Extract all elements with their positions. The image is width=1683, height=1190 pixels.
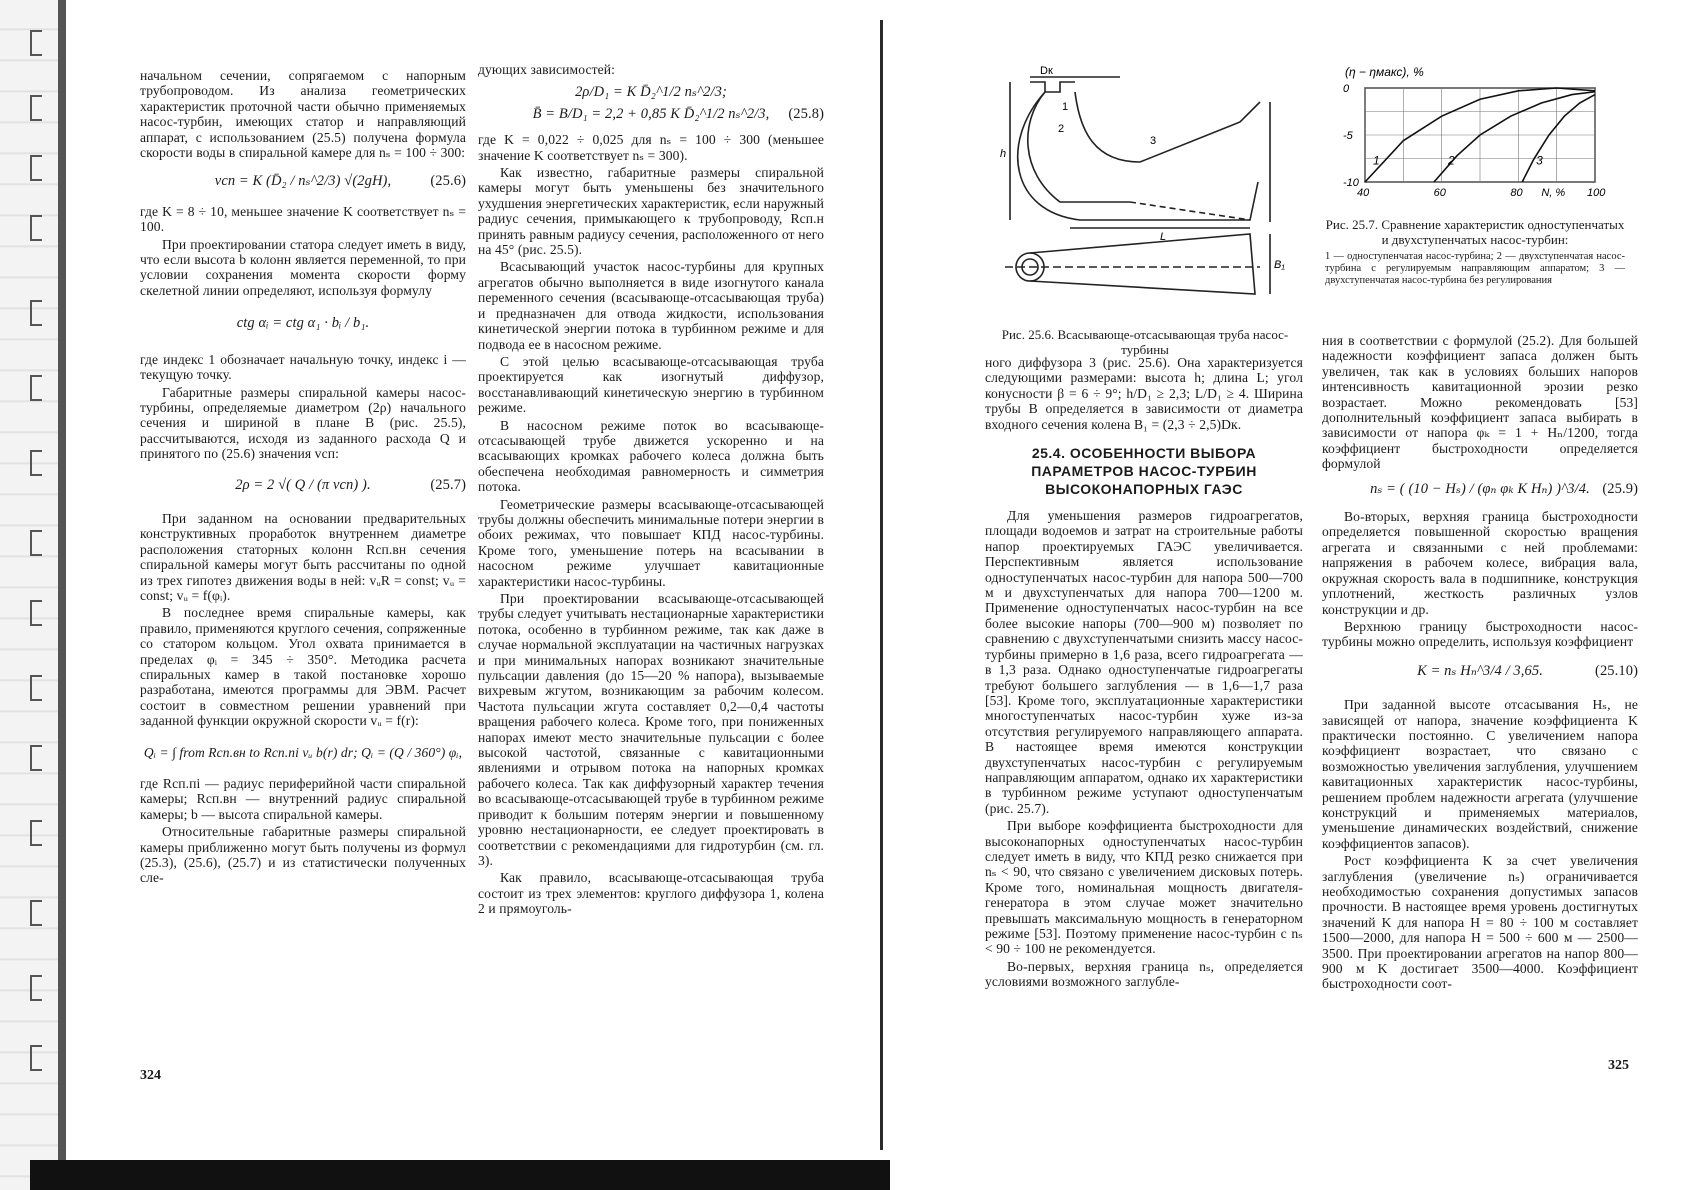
binding-mark bbox=[30, 820, 42, 846]
label-L: L bbox=[1160, 231, 1167, 243]
x-tick-label: 100 bbox=[1587, 187, 1606, 199]
runner-outline bbox=[1030, 82, 1075, 92]
book-binding-edge bbox=[0, 0, 64, 1190]
figure-25-7-legend: 1 — одноступенчатая насос-турбина; 2 — двухступенчатая насос-турбина с регулируемым направляющим аппаратом; 3 — двухступенчатая насос-турбина без регулирования bbox=[1325, 251, 1625, 286]
formula-text: nₛ = ( (10 − Hₛ) / (φₙ φₖ K Hₙ) )^3/4. bbox=[1370, 480, 1590, 497]
formula-number: (25.10) bbox=[1595, 662, 1638, 679]
binding-mark bbox=[30, 900, 42, 926]
y-tick-label: -5 bbox=[1343, 130, 1353, 142]
paragraph: При заданном на основании предварительных конструктивных проработок внутреннем диаметре расположения статорных колонн Rсп.вн сечения спиральной камеры могут быть рассчитаны по одной из трех гипотез движения воды в ней: vᵤR = const; vᵤ = const; vᵤ = f(φᵢ). bbox=[140, 510, 466, 603]
page-bottom-shadow bbox=[30, 1160, 890, 1190]
paragraph: В последнее время спиральные камеры, как правило, применяются круглого сечения, сопряженные со статором кольцом. Угол охвата принимается в пределах φᵢ = 345 ÷ 350°. Методика расчета спиральных камер в такой постановке хорошо разработана, имеются программы для ЭВМ. Расчет состоит в совместном решении уравнений при заданной функции окружной скорости vᵤ = f(r): bbox=[140, 605, 466, 729]
x-tick-label: 80 bbox=[1510, 187, 1523, 199]
formula-25-9 bbox=[1322, 482, 1638, 497]
y-tick-label: -10 bbox=[1343, 177, 1359, 189]
formula-ctg bbox=[140, 316, 466, 331]
binding-mark bbox=[30, 975, 42, 1001]
formula-text: Qᵢ = ∫ from Rсп.вн to Rсп.пi vᵤ b(r) dr; Qᵢ = (Q / 360°) φᵢ, bbox=[143, 744, 463, 760]
page-number-left: 324 bbox=[140, 1068, 161, 1083]
paragraph: При заданной высоте отсасывания Hₛ, не зависящей от напора, значение коэффициента K практически постоянно. С увеличением напора коэффициент возрастает, что связано с возможностью увеличения заглубления, улучшением кавитационных характеристик насос-турбины, решением проблем надежности агрегата (улучшение конструкций и применяемых материалов, уменьшение динамических воздействий, снижение коэффициентов запасов). bbox=[1322, 697, 1638, 851]
draft-tube-drawing bbox=[1000, 62, 1290, 302]
binding-mark bbox=[30, 600, 42, 626]
paragraph: Как известно, габаритные размеры спиральной камеры могут быть уменьшены без значительного ухудшения энергетических характеристик, если наружный радиус сечения, примыкающего к трубопроводу, Rсп.н принять равным радиусу сечения, расположенного от него на 45° (рис. 25.5). bbox=[478, 165, 824, 258]
paragraph: Во-вторых, верхняя граница быстроходности определяется повышенной скоростью вращения агрегата и связанными с ней проблемами: напряжения в рабочем колесе, вибрация вала, окружная скорость вала в подшипнике, конструкция уплотнений, жесткость различных узлов конструкции и др. bbox=[1322, 509, 1638, 617]
paragraph: начальном сечении, сопрягаемом с напорным трубопроводом. Из анализа геометрических характеристик проточной части обычно применяемых насос-турбин, имеющих статор и направляющий аппарат, с использованием (25.5) получена формула скорости воды в спиральной камере для nₛ = 100 ÷ 300: bbox=[140, 68, 466, 161]
formula-2rho bbox=[478, 85, 824, 100]
binding-mark bbox=[30, 300, 42, 326]
paragraph: Всасывающий участок насос-турбины для крупных агрегатов обычно выполняется в виде изогнутого канала переменного сечения (всасывающе-отсасывающая труба) и предназначен для отвода жидкости, использования кинетической энергии потока в турбинном режиме и для подвода ее в насосном режиме. bbox=[478, 259, 824, 352]
paragraph: Рост коэффициента K за счет увеличения заглубления (увеличение nₛ) ограничивается необходимостью сохранения допустимых запасов прочности. В настоящее время уровень достигнутых значений K для напора H = 80 ÷ 100 м составляет 1500—2000, для напора H = 500 ÷ 600 м — 2500—3500. При проектировании агрегатов на напор 800—900 м K достигает 3500—4000. Коэффициент быстроходности соот- bbox=[1322, 853, 1638, 992]
binding-mark bbox=[30, 375, 42, 401]
formula-text: 2ρ/D₁ = K D̄₂^1/2 nₛ^2/3; bbox=[575, 84, 727, 101]
series-line-2 bbox=[1434, 92, 1595, 182]
paragraph: Относительные габаритные размеры спиральной камеры приближенно могут быть получены из формул (25.3), (25.6), (25.7) и из статистически полученных сле- bbox=[140, 824, 466, 886]
x-tick-label: 60 bbox=[1433, 187, 1446, 199]
y-tick-label: 0 bbox=[1343, 83, 1350, 95]
diffuser-lower-outline bbox=[1018, 92, 1258, 220]
left-page-column-2 bbox=[478, 62, 824, 919]
paragraph: Геометрические размеры всасывающе-отсасывающей трубы должны обеспечить минимальные потери энергии в обоих режимах, что повышает КПД насос-турбины. Кроме того, уменьшение потерь на всасывании в насосном режиме улучшает кавитационные характеристики насос-турбины. bbox=[478, 496, 824, 589]
formula-25-6 bbox=[140, 174, 466, 189]
paragraph: ного диффузора 3 (рис. 25.6). Она характеризуется следующими размерами: высота h; длина L; угол конусности β = 6 ÷ 9°; h/D₁ ≥ 2,3; L/D₁ ≥ 4. Ширина трубы B определяется в зависимости от диаметра входного сечения колена B₁ = (2,3 ÷ 2,5)Dк. bbox=[985, 355, 1303, 432]
x-tick-label: 40 bbox=[1357, 187, 1370, 199]
figure-25-7-caption: Рис. 25.7. Сравнение характеристик одноступенчатых и двухступенчатых насос-турбин: bbox=[1325, 217, 1625, 247]
formula-text: B̄ = B/D₁ = 2,2 + 0,85 K D̄₂^1/2 nₛ^2/3, bbox=[532, 105, 770, 122]
formula-Q bbox=[140, 745, 466, 760]
formula-text: K = nₛ Hₙ^3/4 / 3,65. bbox=[1417, 662, 1543, 679]
paragraph: ния в соответствии с формулой (25.2). Для большей надежности коэффициент запаса должен быть увеличен, так как в условиях больших напоров интенсивность кавитационной эрозии резко возрастает. Можно рекомендовать [53] дополнительный коэффициент запаса выбирать в зависимости от напора φₖ = 1 + Hₙ/1200, тогда коэффициент быстроходности определяется формулой bbox=[1322, 333, 1638, 472]
binding-mark bbox=[30, 675, 42, 701]
formula-number: (25.8) bbox=[788, 105, 824, 122]
label-1: 1 bbox=[1062, 101, 1069, 113]
series-label-2: 2 bbox=[1448, 153, 1455, 168]
label-h: h bbox=[1000, 148, 1007, 160]
left-page-column-1 bbox=[140, 68, 466, 888]
figure-25-6-caption: Рис. 25.6. Всасывающе-отсасывающая труба насос-турбины bbox=[1001, 327, 1289, 357]
paragraph: С этой целью всасывающе-отсасывающая труба проектируется как изогнутый диффузор, восстанавливающий кинетическую энергию в турбинном режиме. bbox=[478, 353, 824, 416]
plan-outline bbox=[1030, 234, 1255, 294]
paragraph: где K = 0,022 ÷ 0,025 для nₛ = 100 ÷ 300 (меньшее значение K соответствует nₛ = 300). bbox=[478, 132, 824, 163]
figure-25-6 bbox=[1000, 62, 1305, 362]
formula-text: ctg αᵢ = ctg α₁ · bᵢ / b₁. bbox=[236, 315, 370, 332]
label-2: 2 bbox=[1058, 123, 1065, 135]
binding-mark bbox=[30, 155, 42, 181]
label-Dk: Dк bbox=[1040, 65, 1053, 77]
paragraph: При проектировании всасывающе-отсасывающей трубы следует учитывать нестационарные характеристики потока, особенно в турбинном режиме, так как даже в случае нормальной эксплуатации на частичных нагрузках и при минимальных напорах возникают значительные пульсации давления (до 15—20 % напора), вызываемые вихревым жгутом, возникающим за рабочим колесом. Частота пульсации жгута составляет 0,2—0,4 частоты вращения рабочего колеса. Кроме того, при пониженных напорах имеют место значительные пульсации с более высокой частотой, связанные с кавитационными явлениями и отрывом потока на напорных кромках рабочего колеса. Так как диффузорный характер течения во всасывающе-отсасывающей трубе в турбинном режиме приводит к большим потерям энергии и повышенному уровню нестационарности, ее следует проектировать в соответствии с рекомендациями для гидротурбин (см. гл. 3). bbox=[478, 591, 824, 868]
page-number-right: 325 bbox=[1608, 1058, 1629, 1073]
series-label-1: 1 bbox=[1373, 153, 1380, 168]
x-axis-label: N, % bbox=[1541, 187, 1566, 199]
formula-number: (25.9) bbox=[1602, 480, 1638, 497]
formula-25-10 bbox=[1322, 664, 1638, 679]
paragraph: В насосном режиме поток во всасывающе-отсасывающей трубе движется ускоренно и на всасывающих кромках рабочего колеса должна быть обеспечена необходимая равномерность и симметрия потока. bbox=[478, 417, 824, 495]
label-3: 3 bbox=[1150, 135, 1157, 147]
paragraph: где K = 8 ÷ 10, меньшее значение K соответствует nₛ = 100. bbox=[140, 203, 466, 235]
paragraph: Для уменьшения размеров гидроагрегатов, площади водоемов и затрат на строительные работы напор проектируемых ГАЭС увеличивается. Перспективным является использование одноступенчатых насос-турбин для напора 500—700 м и двухступенчатых для напора 700—1200 м. Применение одноступенчатых насос-турбин на все более высокие напоры (700—900 м) позволяет по сравнению с двухступенчатыми снизить массу насос-турбины примерно в 1,6 раза, всего гидроагрегата — в 1,3 раза. Однако одноступенчатые гидроагрегаты требуют большего заглубления — в 1,6—1,7 раза [53]. Кроме того, эксплуатационные характеристики многоступенчатых насос-турбин хуже из-за отсутствия регулируемого направляющего аппарата. В настоящее время имеются конструкции двухступенчатых насос-турбин с регулируемым направляющим аппаратом, однако их характеристики в турбинном режиме уступают одноступенчатым (рис. 25.7). bbox=[985, 508, 1303, 816]
formula-text: vсп = K (D̄₂ / nₛ^2/3) √(2gH), bbox=[214, 173, 392, 190]
binding-shadow bbox=[58, 0, 66, 1160]
paragraph: Во-первых, верхняя граница nₛ, определяется условиями возможного заглубле- bbox=[985, 958, 1303, 990]
paragraph: Габаритные размеры спиральной камеры насос-турбины, определяемые диаметром (2ρ) начального сечения и шириной в плане B (рис. 25.5), рассчитываются, исходя из заданного расхода Q и принятого по (25.6) значения vсп: bbox=[140, 384, 466, 462]
paragraph: Как правило, всасывающе-отсасывающая труба состоит из трех элементов: круглого диффузора 1, колена 2 и прямоуголь- bbox=[478, 870, 824, 917]
formula-number: (25.7) bbox=[430, 476, 466, 493]
right-page-column-2 bbox=[1322, 333, 1638, 994]
paragraph: Верхнюю границу быстроходности насос-турбины можно определить, используя коэффициент bbox=[1322, 618, 1638, 650]
binding-mark bbox=[30, 530, 42, 556]
formula-number: (25.6) bbox=[430, 173, 466, 190]
binding-mark bbox=[30, 1045, 42, 1071]
paragraph: При выборе коэффициента быстроходности для высоконапорных одноступенчатых насос-турбин следует иметь в виду, что КПД резко снижается при nₛ < 90, что связано с увеличением дисковых потерь. Кроме того, номинальная мощность двигателя-генератора в этом случае может значительно превышать максимальную мощность в генераторном режиме [53]. Поэтому применение насос-турбин с nₛ < 90 ÷ 100 не рекомендуется. bbox=[985, 818, 1303, 957]
elbow-inner-outline bbox=[1028, 92, 1130, 202]
binding-mark bbox=[30, 450, 42, 476]
series-label-3: 3 bbox=[1536, 153, 1543, 168]
formula-text: 2ρ = 2 √( Q / (π vсп) ). bbox=[235, 476, 371, 493]
formula-25-8 bbox=[478, 107, 824, 122]
paragraph: При проектировании статора следует иметь в виду, что если высота b колонн является переменной, то при условии сохранения момента скорости форму скелетной линии определяют, используя формулу bbox=[140, 236, 466, 298]
centerline bbox=[1130, 202, 1250, 220]
page-gutter bbox=[880, 20, 883, 1150]
efficiency-chart bbox=[1325, 60, 1625, 210]
right-page-column-1 bbox=[985, 355, 1303, 992]
formula-25-7 bbox=[140, 478, 466, 493]
paragraph: где индекс 1 обозначает начальную точку, индекс i — текущую точку. bbox=[140, 351, 466, 383]
elbow-upper-outline bbox=[1075, 92, 1260, 162]
series-line-3 bbox=[1522, 95, 1595, 182]
binding-mark bbox=[30, 215, 42, 241]
label-B1: B₁ bbox=[1274, 259, 1285, 271]
paragraph: дующих зависимостей: bbox=[478, 62, 616, 77]
binding-mark bbox=[30, 745, 42, 771]
binding-mark bbox=[30, 30, 42, 56]
section-title: 25.4. ОСОБЕННОСТИ ВЫБОРА ПАРАМЕТРОВ НАСОС-ТУРБИН ВЫСОКОНАПОРНЫХ ГАЭС bbox=[1031, 445, 1257, 498]
figure-25-7 bbox=[1325, 60, 1625, 330]
binding-mark bbox=[30, 95, 42, 121]
y-axis-label: (η − ηмакс), % bbox=[1345, 65, 1424, 79]
paragraph: где Rсп.пi — радиус периферийной части спиральной камеры; Rсп.вн — внутренний радиус спиральной камеры; b — высота спиральной камеры. bbox=[140, 776, 466, 822]
